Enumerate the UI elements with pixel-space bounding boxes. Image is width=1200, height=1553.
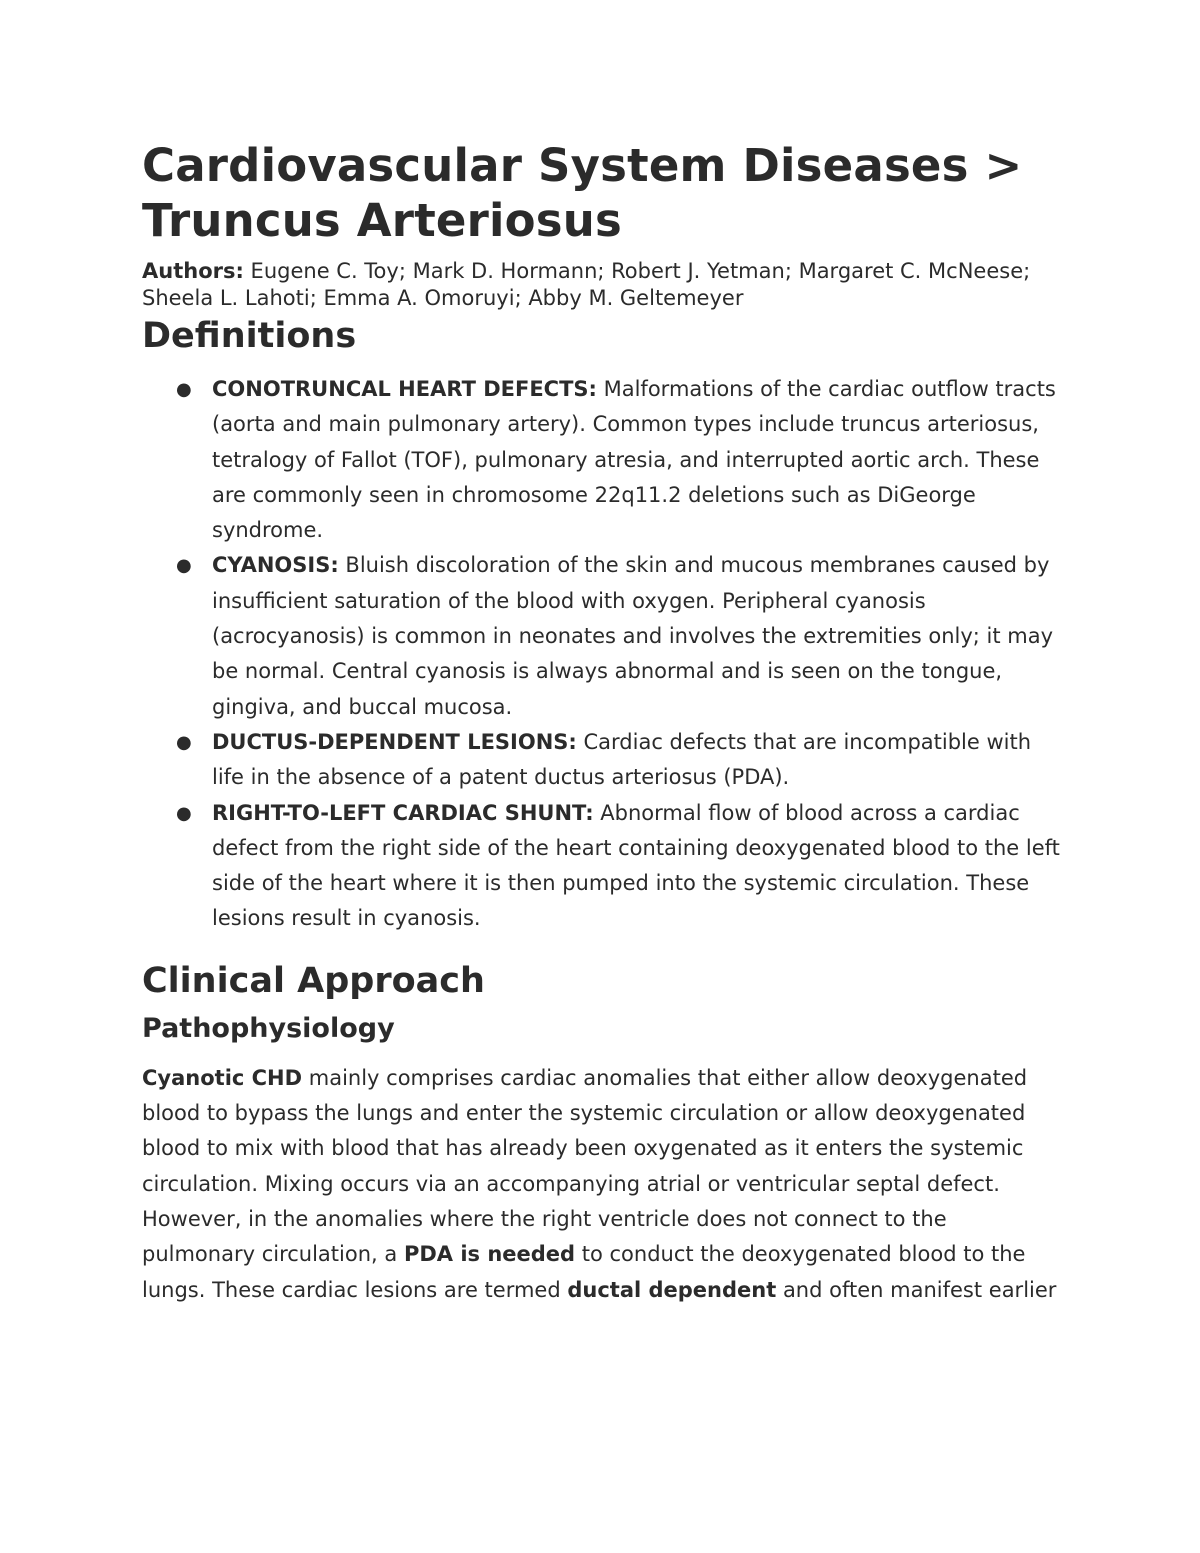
authors-label: Authors: xyxy=(142,259,244,283)
bullet-icon: ● xyxy=(176,555,192,577)
definitions-list xyxy=(142,372,1062,937)
paragraph-text: mainly comprises cardiac anomalies that either allow deoxygenated blood to bypass the lungs and enter the systemic circulation or allow deoxygenated blood to mix with blood that has already been oxygenated as it enters the systemic circulation. Mixing occurs via an accompanying atrial or ventricular septal defect. However, in the anomalies where the right ventricle does not connect to the pulmonary circulation, a xyxy=(142,1065,1028,1267)
bold-phrase: Cyanotic CHD xyxy=(142,1065,303,1090)
paragraph-text: and often manifest earlier xyxy=(776,1277,1057,1302)
bold-phrase: ductal dependent xyxy=(567,1277,777,1302)
paragraph-text: to conduct the deoxygenated blood to the lungs. These cardiac lesions are termed xyxy=(142,1242,1026,1302)
list-item xyxy=(176,372,1062,548)
bullet-icon: ● xyxy=(176,802,192,824)
bold-phrase: PDA is needed xyxy=(403,1242,576,1267)
definition-term: DUCTUS-DEPENDENT LESIONS: xyxy=(212,729,577,754)
definition-text: Cardiac defects that are incompatible with life in the absence of a patent ductus arteriosus (PDA). xyxy=(212,729,1032,790)
definition-text: Malformations of the cardiac outflow tracts (aorta and main pulmonary artery). Common types include truncus arteriosus, tetralogy of Fallot (TOF), pulmonary atresia, and interrupted aortic arch. These are commonly seen in chromosome 22q11.2 deletions such as DiGeorge syndrome. xyxy=(212,377,1056,543)
definition-term: CONOTRUNCAL HEART DEFECTS: xyxy=(212,377,597,401)
list-item xyxy=(176,796,1062,937)
definitions-heading: Definitions xyxy=(142,316,357,356)
definition-text: Bluish discoloration of the skin and mucous membranes caused by insufficient saturation of the blood with oxygen. Peripheral cyanosis (acrocyanosis) is common in neonates and involves the extremities only; it may be normal. Central cyanosis is always abnormal and is seen on the tongue, gingiva, and buccal mucosa. xyxy=(212,553,1054,719)
definition-term: CYANOSIS: xyxy=(212,553,339,578)
page-title: Cardiovascular System Diseases > Truncus Arteriosus xyxy=(142,139,1023,247)
authors-names: Eugene C. Toy; Mark D. Hormann; Robert J. Yetman; Margaret C. McNeese; Sheela L. Lahoti; Emma A. Omoruyi; Abby M. Geltemeyer xyxy=(142,259,1031,310)
bullet-icon: ● xyxy=(176,379,192,400)
document-page xyxy=(142,138,1062,1308)
pathophysiology-paragraph xyxy=(142,1061,1062,1308)
clinical-approach-heading: Clinical Approach xyxy=(142,960,485,1001)
authors-line xyxy=(142,258,1062,312)
definition-text: Abnormal flow of blood across a cardiac defect from the right side of the heart containing deoxygenated blood to the left side of the heart where it is then pumped into the systemic circulation. These lesions result in cyanosis. xyxy=(212,800,1060,931)
bullet-icon: ● xyxy=(176,731,192,753)
definition-term: RIGHT-TO-LEFT CARDIAC SHUNT: xyxy=(212,800,594,825)
list-item xyxy=(176,548,1062,724)
pathophysiology-heading: Pathophysiology xyxy=(142,1012,395,1044)
list-item xyxy=(176,725,1062,796)
